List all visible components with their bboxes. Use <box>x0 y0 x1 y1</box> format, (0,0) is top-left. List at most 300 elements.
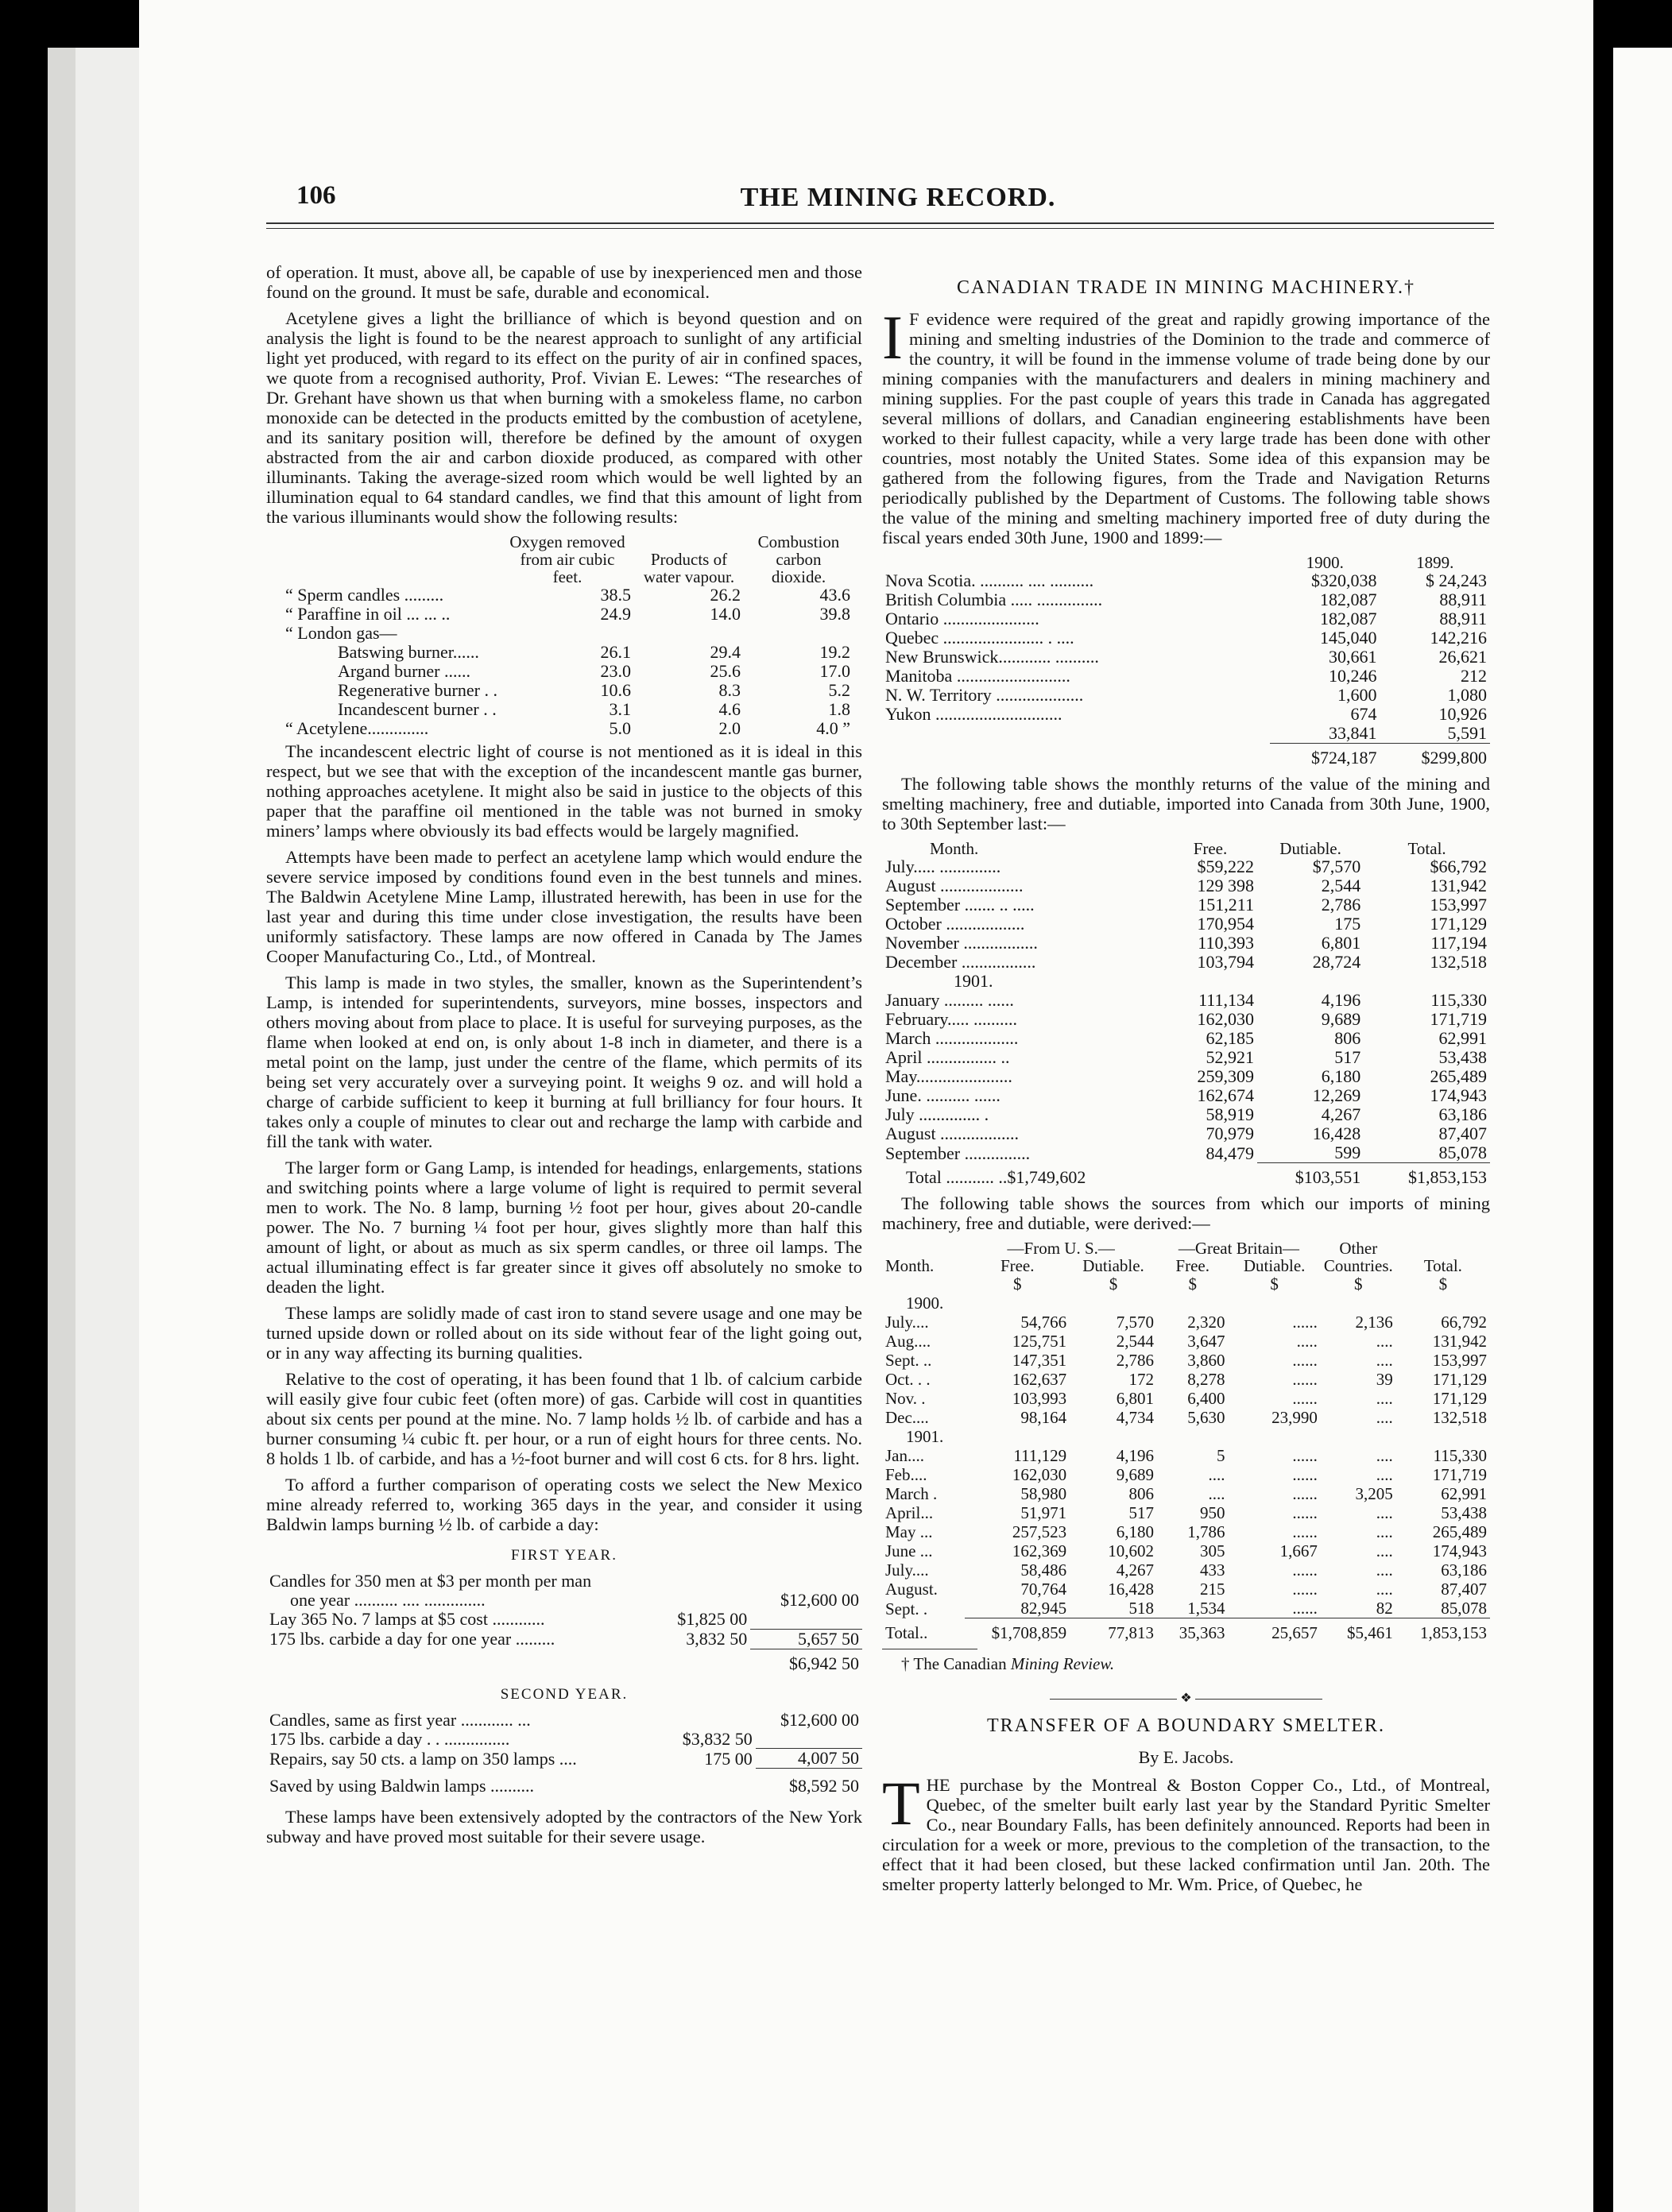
cell-usd: 6,180 <box>1116 1522 1154 1541</box>
dutiable-value: 175 <box>1334 914 1361 934</box>
sources-table <box>882 1239 1490 1642</box>
paragraph: The incandescent electric light of course is not mentioned as it is ideal in this respect, but we see that with the exception of the incandescent mantle gas burner, nothing approaches acetylene. It might also be said in justice to the objects of this paper that the paraffine oil mentioned in the table was not burned in smoky miners’ lamps where obviously its bad effects would be largely magnified. <box>266 741 862 841</box>
table-row <box>282 643 853 662</box>
water-value <box>634 624 744 643</box>
cell-usd: 4,267 <box>1116 1560 1154 1580</box>
value-1900: 33,841 <box>1329 723 1377 743</box>
cell-oth: .... <box>1376 1541 1393 1560</box>
water-value: 8.3 <box>718 680 741 700</box>
month-label: April ................ .. <box>885 1047 1010 1067</box>
cell-tot: 66,792 <box>1441 1313 1487 1332</box>
free-value: 58,919 <box>1206 1104 1254 1124</box>
cell-gbd: ...... <box>1292 1503 1318 1522</box>
column-header: Other Countries. <box>1323 1239 1393 1275</box>
left-column <box>266 262 862 1853</box>
paragraph: This lamp is made in two styles, the smaller, known as the Superintendent’s Lamp, is intended for superintendents, surveyors, mine bosses, inspectors and others moving about from place to place. It is useful for surveying purposes, as the flame when looked at end on, is only about 1-8 inch in diameter, and there is a metal point on the lamp, just under the centre of the flame, which permits of its being set very accurately over a surveying point. It weighs 9 oz. and will hold a charge of carbide sufficient to keep it burning at full brilliancy for four hours. It takes only a couple of minutes to clear out and recharge the lamp with carbide and fill the tank with water. <box>266 973 862 1151</box>
co2-value: 43.6 <box>819 585 850 605</box>
dutiable-value: 6,801 <box>1321 933 1361 953</box>
province-table-body <box>882 571 1490 744</box>
column-header: Free. <box>1000 1256 1035 1275</box>
header-rule-thick <box>266 222 1494 224</box>
province-label: New Brunswick............ .......... <box>885 647 1099 667</box>
value-1899: 88,911 <box>1439 590 1487 609</box>
cell-gbd <box>1228 1427 1320 1446</box>
cost-amount: 3,832 50 <box>686 1629 748 1649</box>
table-row <box>882 1351 1490 1370</box>
table-row <box>882 1541 1490 1560</box>
table-row <box>882 1370 1490 1389</box>
month-label: June. .......... ...... <box>885 1085 1000 1105</box>
value-1900: 30,661 <box>1329 647 1377 667</box>
total-value: 153,997 <box>1430 895 1487 915</box>
currency-sign: $ <box>1012 1274 1022 1294</box>
cell-usf: 54,766 <box>1020 1313 1067 1332</box>
cell-oth: .... <box>1376 1522 1393 1541</box>
currency-sign: $ <box>1109 1274 1118 1294</box>
cell-gbf: 8,278 <box>1187 1370 1225 1389</box>
value-1900: 145,040 <box>1320 628 1377 648</box>
table-row <box>882 1599 1490 1618</box>
cell-usf: 147,351 <box>1012 1351 1067 1370</box>
paragraph: Relative to the cost of operating, it has been found that 1 lb. of calcium carbide will easily give four cubic feet (often more) of gas. Carbide will cost in quantities about six cents per pound at the mine. No. 7 lamp holds ½ lb. of carbide and has a burner consuming ¼ cubic ft. per hour, or a run of eight hours for three cents. No. 8 holds 1 lb. of carbide, and has a ½-foot burner and will cost 6 cts. for 8 hrs. light. <box>266 1369 862 1468</box>
free-value: 62,185 <box>1206 1028 1254 1048</box>
currency-sign: $ <box>1438 1274 1448 1294</box>
second-year-table <box>266 1711 862 1796</box>
month-label: July..... .............. <box>885 857 1001 876</box>
dutiable-value: 28,724 <box>1312 952 1361 972</box>
column-header: Dutiable. <box>1082 1256 1144 1275</box>
paragraph: Acetylene gives a light the brilliance of which is beyond question and on analysis the light is found to be the nearest approach to sunlight of any artificial light yet produced, with regard to its effect on the purity of air in confined spaces, we quote from a recognised authority, Prof. Vivian E. Lewes: “The researches of Dr. Grehant have shown us that when burning with a smokeless flame, no carbon monoxide can be detected in the products emitted by the combustion of acetylene, and its sanitary position will, therefore be defined by the amount of oxygen abstracted from the air and carbon dioxide produced, as compared with other illuminants. Taking the average-sized room which would be well lighted by an illumination equal to 64 standard candles, we find that this amount of light from the various illuminants would show the following results: <box>266 308 862 527</box>
paragraph: of operation. It must, above all, be capable of use by inexperienced men and those found on the ground. It must be safe, durable and economical. <box>266 262 862 302</box>
month-label: September ....... .. ..... <box>885 895 1035 915</box>
table-row <box>882 1010 1490 1029</box>
column-header: Combustion carbon dioxide. <box>757 532 840 586</box>
free-value: 70,979 <box>1206 1123 1254 1143</box>
month-label: March ................... <box>885 1028 1019 1048</box>
cell-oth: .... <box>1376 1351 1393 1370</box>
cell-gbf: 433 <box>1199 1560 1225 1580</box>
value-1900: 182,087 <box>1320 590 1377 609</box>
table-total: $724,187 <box>1270 744 1380 768</box>
cell-gbd: ...... <box>1292 1580 1318 1599</box>
cell-tot: 53,438 <box>1441 1503 1487 1522</box>
total-value: 132,518 <box>1430 952 1487 972</box>
month-label: Sept. .. <box>885 1351 932 1370</box>
province-label: Manitoba .......................... <box>885 666 1070 686</box>
column-header: Products of water vapour. <box>643 550 735 586</box>
cell-usf: 162,637 <box>1012 1370 1067 1389</box>
cell-gbd: ...... <box>1292 1313 1318 1332</box>
cell-gbd: ...... <box>1292 1599 1318 1618</box>
row-label: “ Paraffine in oil ... ... .. <box>285 604 451 624</box>
table-row <box>882 953 1490 972</box>
value-1899: 212 <box>1461 666 1487 686</box>
province-label: Ontario ...................... <box>885 609 1039 628</box>
page-header <box>266 181 1530 218</box>
table-total: $299,800 <box>1380 744 1491 768</box>
paragraph: Attempts have been made to perfect an acetylene lamp which would endure the severe service imposed by conditions found even in the best tunnels and mines. The Baldwin Acetylene Mine Lamp, illustrated herewith, has been in use for the last year and during this time under close investigation, the results have been uniformly satisfactory. These lamps are now offered in Canada by The James Cooper Manufacturing Co., Ltd., of Montreal. <box>266 847 862 966</box>
table-row <box>882 857 1490 876</box>
table-row <box>882 915 1490 934</box>
oxygen-value: 3.1 <box>609 699 631 719</box>
month-label: September ............... <box>885 1143 1031 1163</box>
co2-value: 4.0 ” <box>816 718 850 738</box>
table-row <box>882 972 1490 991</box>
total-value: 171,719 <box>1430 1009 1487 1029</box>
cell-oth: .... <box>1376 1389 1393 1408</box>
free-value: 151,211 <box>1198 895 1254 915</box>
page-number: 106 <box>296 181 336 210</box>
cell-usf <box>965 1427 1070 1446</box>
cell-gbf: 1,534 <box>1187 1599 1225 1618</box>
month-label: January ......... ...... <box>885 990 1014 1010</box>
cell-gbf: 1,786 <box>1187 1522 1225 1541</box>
cell-gbd: ...... <box>1292 1446 1318 1465</box>
byline: By E. Jacobs. <box>1138 1747 1234 1767</box>
dutiable-value: 2,544 <box>1321 876 1361 895</box>
cell-gbf: 6,400 <box>1187 1389 1225 1408</box>
cell-usd: 16,428 <box>1108 1580 1154 1599</box>
cell-tot: 265,489 <box>1432 1522 1487 1541</box>
total-value: 53,438 <box>1438 1047 1487 1067</box>
free-value: 129 398 <box>1197 876 1254 895</box>
oxygen-value: 10.6 <box>600 680 631 700</box>
dutiable-value: $7,570 <box>1312 857 1361 876</box>
cell-oth <box>1321 1294 1396 1313</box>
table-row <box>882 590 1490 609</box>
month-label: August. <box>885 1580 938 1599</box>
currency-sign: $ <box>1188 1274 1197 1294</box>
cell-gbf: .... <box>1208 1484 1225 1503</box>
month-label: Feb.... <box>885 1465 927 1484</box>
oxygen-table <box>282 533 853 738</box>
total-value: 115,330 <box>1430 990 1487 1010</box>
currency-sign: $ <box>1354 1274 1363 1294</box>
table-total: $103,551 <box>1257 1163 1364 1188</box>
table-row <box>882 609 1490 628</box>
paragraph-text: HE purchase by the Montreal & Boston Copper Co., Ltd., of Montreal, Quebec, of the smelter built early last year by the Standard Pyritic Smelter Co., near Boundary Falls, has been definitely announced. Reports had been in circulation for a week or more, previous to the completion of the transaction, to the effect that it had been closed, but these lacked confirmation until Jan. 20th. The smelter property latterly belonged to Mr. Wm. Price, of Quebec, he <box>882 1775 1490 1894</box>
dutiable-value: 517 <box>1334 1047 1361 1067</box>
table-row <box>882 1048 1490 1067</box>
column-header: Month. <box>930 839 979 858</box>
journal-title: THE MINING RECORD. <box>740 183 1056 212</box>
sources-table-body <box>882 1294 1490 1618</box>
footnote-source: Mining Review. <box>1010 1654 1115 1673</box>
second-year-heading: SECOND YEAR. <box>500 1685 629 1703</box>
value-1900: 182,087 <box>1320 609 1377 628</box>
cell-gbd <box>1228 1294 1320 1313</box>
cell-usd: 4,734 <box>1116 1408 1154 1427</box>
table-row <box>282 605 853 624</box>
water-value: 26.2 <box>710 585 741 605</box>
month-label: March . <box>885 1484 938 1503</box>
paragraph <box>882 1769 1490 1894</box>
oxygen-value: 26.1 <box>600 642 631 662</box>
table-row <box>882 1427 1490 1446</box>
column-header: 1899. <box>1416 553 1454 572</box>
table-row <box>882 1332 1490 1351</box>
table-row <box>882 667 1490 686</box>
row-label: “ Acetylene.............. <box>285 718 429 738</box>
water-value: 2.0 <box>718 718 741 738</box>
cost-label: 175 lbs. carbide a day for one year ......... <box>269 1629 555 1649</box>
cell-gbd: ...... <box>1292 1522 1318 1541</box>
value-1899: 88,911 <box>1439 609 1487 628</box>
cell-usd <box>1070 1427 1157 1446</box>
province-label: British Columbia ..... ............... <box>885 590 1103 609</box>
table-row <box>882 934 1490 953</box>
month-label: July.... <box>885 1560 929 1580</box>
cell-usf: 162,030 <box>1012 1465 1067 1484</box>
table-header-row <box>282 533 853 586</box>
table-total: 35,363 <box>1157 1618 1228 1643</box>
paragraph: These lamps have been extensively adopted by the contractors of the New York subway and have proved most suitable for their severe usage. <box>266 1807 862 1847</box>
row-label: Incandescent burner . . <box>338 699 497 719</box>
dutiable-value: 2,786 <box>1321 895 1361 915</box>
table-row <box>882 1105 1490 1124</box>
cell-oth: .... <box>1376 1503 1393 1522</box>
cell-oth: .... <box>1376 1332 1393 1351</box>
province-label: N. W. Territory .................... <box>885 685 1084 705</box>
value-1899: 142,216 <box>1430 628 1487 648</box>
table-row <box>882 1580 1490 1599</box>
cell-usd: 518 <box>1128 1599 1154 1618</box>
column-header: Dutiable. <box>1243 1256 1306 1275</box>
table-total-label: Total.. <box>885 1623 928 1642</box>
cost-total: 5,657 50 <box>750 1629 862 1649</box>
column-header: Total. <box>1423 1256 1462 1275</box>
cell-oth: 82 <box>1376 1599 1393 1618</box>
cell-usf: 162,369 <box>1012 1541 1067 1560</box>
cost-label: Candles for 350 men at $3 per month per man <box>269 1571 592 1591</box>
month-label: May ... <box>885 1522 933 1541</box>
cell-gbf: 215 <box>1199 1580 1225 1599</box>
column-group-header: —Great Britain— <box>1178 1239 1300 1258</box>
cell-oth: .... <box>1376 1446 1393 1465</box>
cost-label: Saved by using Baldwin lamps .......... <box>269 1776 535 1796</box>
column-header: Dutiable. <box>1279 839 1341 858</box>
footnote-text: † The Canadian <box>901 1654 1007 1673</box>
paragraph: The larger form or Gang Lamp, is intended for headings, enlargements, stations and switching points where a large volume of light is required to permit several men to work. The No. 8 lamp, burning ½ foot per hour, gives about 20-candle power. The No. 7 burning ¼ foot per hour, gives slightly more than half this amount of light, or about as much as six sperm candles, or three oil lamps. The actual illuminating effect is far greater since it gives off absolutely no smoke to deaden the light. <box>266 1158 862 1297</box>
cell-usf: 82,945 <box>1020 1599 1067 1618</box>
total-value: 85,078 <box>1438 1143 1487 1162</box>
cell-oth: 2,136 <box>1355 1313 1393 1332</box>
paragraph-text: F evidence were required of the great and rapidly growing importance of the mining and smelting industries of the Dominion to the trade and commerce of the country, it will be found in the immense volume of trade being done by our mining companies with the manufacturers and dealers in mining machinery and mining supplies. For the past couple of years this trade in Canada has aggregated several millions of dollars, and Canadian engineering establishments have been worked to their fullest capacity, while a very large trade has been done with other countries, most notably the United States. Some idea of this expansion may be gathered from the following figures, from the Trade and Navigation Returns periodically published by the Department of Customs. The following table shows the value of the mining and smelting machinery imported free of duty during the fiscal years ended 30th June, 1900 and 1899:— <box>882 309 1490 547</box>
co2-value: 5.2 <box>828 680 850 700</box>
oxygen-value: 5.0 <box>609 718 631 738</box>
cell-usf: 125,751 <box>1012 1332 1067 1351</box>
cell-gbd: ...... <box>1292 1351 1318 1370</box>
cell-oth: .... <box>1376 1465 1393 1484</box>
cell-tot: 153,997 <box>1432 1351 1487 1370</box>
cell-tot: 171,719 <box>1432 1465 1487 1484</box>
cell-tot: 171,129 <box>1432 1370 1487 1389</box>
month-label: December ................. <box>885 952 1036 972</box>
column-header: Oxygen removed from air cubic feet. <box>509 532 625 586</box>
month-label: February..... .......... <box>885 1009 1017 1029</box>
free-value: 110,393 <box>1198 933 1254 953</box>
table-row <box>882 724 1490 744</box>
cell-gbf: 2,320 <box>1187 1313 1225 1332</box>
value-1899: 5,591 <box>1447 723 1487 743</box>
table-row <box>882 876 1490 895</box>
total-value: 131,942 <box>1430 876 1487 895</box>
dutiable-value <box>1257 972 1364 991</box>
month-label: Aug.... <box>885 1332 931 1351</box>
table-row <box>882 1484 1490 1503</box>
cell-gbf: .... <box>1208 1465 1225 1484</box>
cell-usd: 10,602 <box>1108 1541 1154 1560</box>
month-label: November ................. <box>885 933 1038 953</box>
cost-amount: $3,832 50 <box>682 1728 753 1749</box>
value-1899: 1,080 <box>1447 685 1487 705</box>
article-heading: CANADIAN TRADE IN MINING MACHINERY.† <box>956 277 1416 298</box>
cell-usd: 2,544 <box>1116 1332 1154 1351</box>
cell-gbd: 23,990 <box>1271 1408 1318 1427</box>
total-value: 174,943 <box>1430 1085 1487 1105</box>
cost-label: one year .......... .... .............. <box>290 1590 486 1610</box>
cell-usd: 2,786 <box>1116 1351 1154 1370</box>
cell-tot: 174,943 <box>1432 1541 1487 1560</box>
row-label: “ London gas— <box>285 623 397 643</box>
scan-artifact <box>0 699 21 718</box>
free-value: $59,222 <box>1197 857 1254 876</box>
column-header: Free. <box>1175 1256 1209 1275</box>
row-label: Batswing burner...... <box>338 642 479 662</box>
free-value: 170,954 <box>1197 914 1254 934</box>
cell-gbd: ...... <box>1292 1465 1318 1484</box>
month-label: August ................... <box>885 876 1024 895</box>
cell-gbf <box>1157 1294 1228 1313</box>
dutiable-value: 599 <box>1334 1143 1361 1162</box>
cell-usd: 6,801 <box>1116 1389 1154 1408</box>
water-value: 4.6 <box>718 699 741 719</box>
table-row <box>282 624 853 643</box>
month-label: June ... <box>885 1541 933 1560</box>
cell-oth: 39 <box>1376 1370 1393 1389</box>
table-row <box>882 1465 1490 1484</box>
year-label: 1901. <box>954 971 993 991</box>
cell-usf: 51,971 <box>1020 1503 1067 1522</box>
cell-tot <box>1396 1294 1490 1313</box>
first-year-table <box>266 1572 862 1673</box>
month-label: October .................. <box>885 914 1025 934</box>
cell-usd <box>1070 1294 1157 1313</box>
table-row <box>882 991 1490 1010</box>
cost-label: Candles, same as first year ............ ... <box>269 1709 531 1730</box>
cell-gbf <box>1157 1427 1228 1446</box>
cell-gbd: ...... <box>1292 1560 1318 1580</box>
month-label: July .............. . <box>885 1104 989 1124</box>
dutiable-value: 9,689 <box>1321 1009 1361 1029</box>
free-value: 52,921 <box>1206 1047 1254 1067</box>
table-row <box>882 1389 1490 1408</box>
row-label: “ Sperm candles ......... <box>285 585 444 605</box>
column-header: Free. <box>1193 839 1228 858</box>
cell-usd: 517 <box>1128 1503 1154 1522</box>
table-row <box>282 700 853 719</box>
table-total: 77,813 <box>1070 1618 1157 1643</box>
year-label: 1900. <box>906 1294 944 1313</box>
co2-value: 19.2 <box>819 642 850 662</box>
currency-row <box>882 1274 1490 1294</box>
co2-value: 1.8 <box>828 699 850 719</box>
paragraph: These lamps are solidly made of cast iron to stand severe usage and one may be turned upside down or rolled about on its side without fear of the light going out, or in any way affecting its burning qualities. <box>266 1303 862 1363</box>
table-row <box>882 1313 1490 1332</box>
cell-gbf: 950 <box>1199 1503 1225 1522</box>
table-row <box>282 681 853 700</box>
cell-usf <box>965 1294 1070 1313</box>
oxygen-value <box>501 624 634 643</box>
next-page-edge <box>1613 48 1672 2212</box>
cell-gbf: 3,860 <box>1187 1351 1225 1370</box>
monthly-table <box>882 840 1490 1187</box>
cell-gbd: ...... <box>1292 1389 1318 1408</box>
value-1899: 10,926 <box>1438 704 1487 724</box>
cell-usf: 111,129 <box>1013 1446 1067 1465</box>
cell-tot: 131,942 <box>1432 1332 1487 1351</box>
cell-tot: 171,129 <box>1432 1389 1487 1408</box>
cell-oth: .... <box>1376 1560 1393 1580</box>
first-year-heading: FIRST YEAR. <box>511 1547 617 1564</box>
total-value: 117,194 <box>1430 933 1487 953</box>
cell-usf: 70,764 <box>1020 1580 1067 1599</box>
cell-gbd: 1,667 <box>1279 1541 1318 1560</box>
cell-gbf: 305 <box>1199 1541 1225 1560</box>
cost-amount: $1,825 00 <box>677 1609 748 1629</box>
cost-total: $12,600 00 <box>780 1590 859 1610</box>
column-header: Total. <box>1407 839 1446 858</box>
table-row <box>282 586 853 605</box>
table-row <box>882 1143 1490 1163</box>
free-value: 162,030 <box>1197 1009 1254 1029</box>
oxygen-table-body <box>282 586 853 738</box>
water-value: 14.0 <box>710 604 741 624</box>
oxygen-value: 24.9 <box>600 604 631 624</box>
total-value: 265,489 <box>1430 1066 1487 1086</box>
value-1900: 10,246 <box>1329 666 1377 686</box>
cost-label: Lay 365 No. 7 lamps at $5 cost ............ <box>269 1609 545 1629</box>
dutiable-value: 12,269 <box>1312 1085 1361 1105</box>
table-total: $1,853,153 <box>1364 1163 1490 1188</box>
cell-usd: 806 <box>1128 1484 1154 1503</box>
footnote <box>882 1654 1490 1674</box>
cost-amount: 175 00 <box>704 1748 753 1769</box>
cost-total: $12,600 00 <box>780 1709 859 1730</box>
cell-oth: .... <box>1376 1408 1393 1427</box>
month-label: Jan.... <box>885 1446 924 1465</box>
oxygen-value: 23.0 <box>600 661 631 681</box>
oxygen-value: 38.5 <box>600 585 631 605</box>
table-total: 1,853,153 <box>1396 1618 1490 1643</box>
cell-tot: 115,330 <box>1433 1446 1487 1465</box>
paragraph: The following table shows the monthly returns of the value of the mining and smelting machinery, free and dutiable, imported into Canada from 30th June, 1900, to 30th September last:— <box>882 774 1490 833</box>
table-row <box>882 1560 1490 1580</box>
cell-gbf: 5,630 <box>1187 1408 1225 1427</box>
value-1899: 26,621 <box>1438 647 1487 667</box>
table-row <box>882 1029 1490 1048</box>
cell-oth <box>1321 1427 1396 1446</box>
row-label: Argand burner ...... <box>338 661 470 681</box>
cell-usd: 9,689 <box>1116 1465 1154 1484</box>
table-row <box>882 1503 1490 1522</box>
monthly-table-body <box>882 857 1490 1163</box>
month-label: August .................. <box>885 1123 1020 1143</box>
right-column <box>882 262 1490 1901</box>
paragraph <box>882 303 1490 547</box>
table-row <box>882 628 1490 648</box>
cost-total: 4,007 50 <box>756 1749 862 1769</box>
